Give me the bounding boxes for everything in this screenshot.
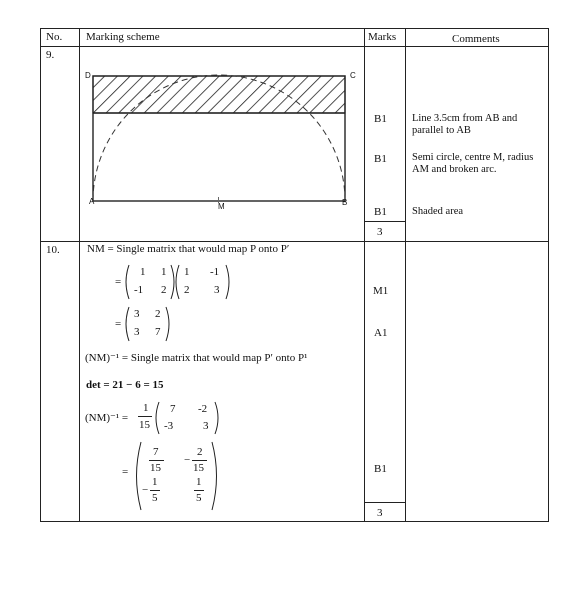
row-divider (40, 241, 549, 242)
q9-comment-1: Line 3.5cm from AB and parallel to AB (412, 113, 518, 136)
q9-mark-3: B1 (374, 206, 387, 218)
f11-num: 7 (153, 446, 159, 458)
q10-mark-m1: M1 (373, 285, 389, 297)
header-comments: Comments (452, 33, 500, 45)
q9-comment-2: Semi circle, centre M, radius AM and broken arc. (412, 152, 534, 175)
table-left-border (40, 28, 41, 522)
label-a: A (89, 197, 95, 206)
q9-comment-3: Shaded area (412, 206, 464, 217)
f12-num: 2 (197, 446, 203, 458)
m2-21: 3 (134, 326, 140, 338)
header-marks: Marks (368, 31, 397, 43)
q10-line2: (NM)⁻¹ = Single matrix that would map P′ onto P¹ (85, 352, 308, 364)
matrix-nm (122, 305, 172, 343)
inv-lhs: (NM)⁻¹ = (85, 412, 129, 424)
f21-num: 1 (152, 476, 158, 488)
m2-11: 3 (134, 308, 140, 320)
frac-bar-12 (192, 460, 207, 461)
label-c: C (350, 71, 356, 80)
label-b: B (342, 198, 348, 207)
table-top-border (40, 28, 549, 29)
inv-11: 7 (170, 403, 176, 415)
label-d: D (85, 71, 91, 80)
q10-mark-b1: B1 (374, 463, 387, 475)
col-divider-marks (364, 28, 365, 522)
q10-number: 10. (46, 244, 60, 256)
eq-sign-2: = (115, 318, 122, 330)
f12-den: 15 (193, 462, 204, 474)
f22-den: 5 (196, 492, 202, 504)
eq-sign-1: = (115, 276, 122, 288)
q10-total: 3 (377, 507, 383, 519)
m1l-21: -1 (134, 284, 144, 296)
matrix-inverse (132, 440, 222, 512)
shaded-region (93, 76, 345, 113)
f21-sign: − (142, 484, 149, 496)
q9-total: 3 (377, 226, 383, 238)
label-m: M (218, 202, 225, 211)
q9-total-box-top (364, 221, 405, 222)
f21-den: 5 (152, 492, 158, 504)
m1r-12: -1 (210, 266, 220, 278)
m1l-12: 1 (161, 266, 167, 278)
f12-sign: − (184, 454, 191, 466)
header-marking-scheme: Marking scheme (86, 31, 160, 43)
frac-bar-21 (150, 490, 160, 491)
q9-construction-diagram (80, 62, 364, 212)
inv-frac-bar (138, 416, 152, 417)
f11-den: 15 (150, 462, 161, 474)
inv-22: 3 (203, 420, 209, 432)
inv-frac-den: 15 (139, 419, 150, 431)
inv-21: -3 (164, 420, 174, 432)
table-bottom-border (40, 521, 549, 522)
header-no: No. (46, 31, 63, 43)
q10-mark-a1: A1 (374, 327, 388, 339)
m1r-22: 3 (214, 284, 220, 296)
m1l-22: 2 (161, 284, 167, 296)
m1l-11: 1 (140, 266, 146, 278)
header-bottom-border (40, 46, 549, 47)
q9-mark-1: B1 (374, 113, 387, 125)
q10-total-box-top (364, 502, 405, 503)
m2-12: 2 (155, 308, 161, 320)
col-divider-comments (405, 28, 406, 522)
q9-number: 9. (46, 49, 55, 61)
frac-bar-11 (149, 460, 164, 461)
table-right-border (548, 28, 549, 522)
m1r-11: 1 (184, 266, 190, 278)
inv-12: -2 (198, 403, 208, 415)
eq-sign-3: = (122, 466, 129, 478)
inv-frac-num: 1 (143, 402, 149, 414)
q10-line1: NM = Single matrix that would map P onto P′ (87, 243, 290, 255)
m1r-21: 2 (184, 284, 190, 296)
q9-mark-2: B1 (374, 153, 387, 165)
f22-num: 1 (196, 476, 202, 488)
frac-bar-22 (194, 490, 204, 491)
q10-det: det = 21 − 6 = 15 (86, 379, 164, 391)
m2-22: 7 (155, 326, 161, 338)
matrix-adjugate (152, 400, 222, 436)
